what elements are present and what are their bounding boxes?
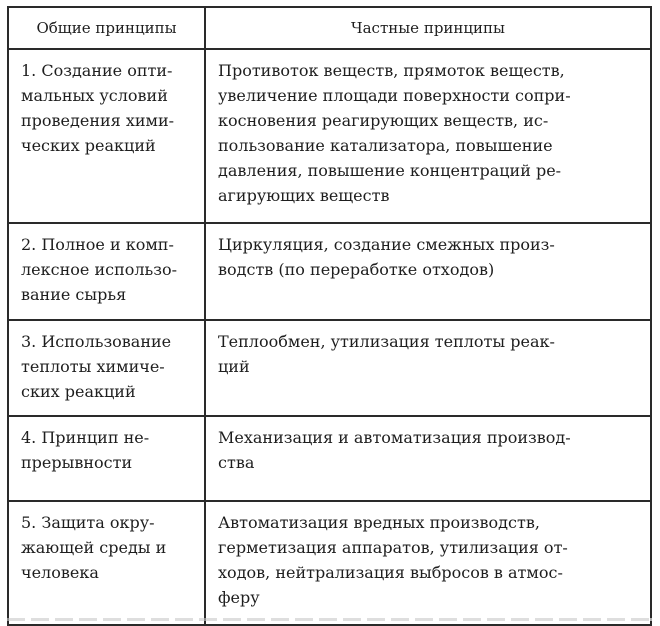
particular-principle-text: Автоматизация вредных производств, герметизация аппаратов, утилизация от- ходов, нейтрализация выбросов в атмос- феру — [218, 513, 568, 607]
general-principle-cell — [8, 416, 205, 501]
table-header — [8, 7, 651, 49]
particular-principle-cell — [205, 223, 651, 320]
general-principle-text: 3. Использование теплоты химиче- ских реакций — [21, 332, 172, 401]
particular-principle-cell — [205, 49, 651, 223]
general-principle-text: 1. Создание опти- мальных условий проведения хими- ческих реакций — [21, 61, 175, 155]
table-body — [8, 49, 651, 625]
table-row — [8, 223, 651, 320]
general-principle-cell — [8, 501, 205, 625]
general-principle-cell — [8, 223, 205, 320]
particular-principle-text: Теплообмен, утилизация теплоты реак- ций — [218, 332, 555, 376]
general-principle-cell — [8, 320, 205, 416]
general-principle-text: 2. Полное и комп- лексное использо- вание сырья — [21, 235, 178, 304]
table-row — [8, 501, 651, 625]
header-particular-principles: Частные принципы — [205, 7, 651, 49]
particular-principle-cell — [205, 320, 651, 416]
particular-principle-text: Противоток веществ, прямоток веществ, увеличение площади поверхности сопри- косновения реагирующих веществ, ис- пользование катализатора, повышение давления, повышение концентраций ре- агирующих веществ — [218, 61, 571, 205]
table-row — [8, 49, 651, 223]
particular-principle-text: Механизация и автоматизация производ- ства — [218, 428, 571, 472]
header-general-principles: Общие принципы — [8, 7, 205, 49]
scan-edge-divider — [7, 618, 652, 621]
general-principle-cell — [8, 49, 205, 223]
general-principle-text: 5. Защита окру- жающей среды и человека — [21, 513, 167, 582]
header-row — [8, 7, 651, 49]
table-row — [8, 320, 651, 416]
general-principle-text: 4. Принцип не- прерывности — [21, 428, 150, 472]
particular-principle-text: Циркуляция, создание смежных произ- водств (по переработке отходов) — [218, 235, 555, 279]
particular-principle-cell — [205, 501, 651, 625]
principles-table — [7, 6, 652, 626]
particular-principle-cell — [205, 416, 651, 501]
table-row — [8, 416, 651, 501]
